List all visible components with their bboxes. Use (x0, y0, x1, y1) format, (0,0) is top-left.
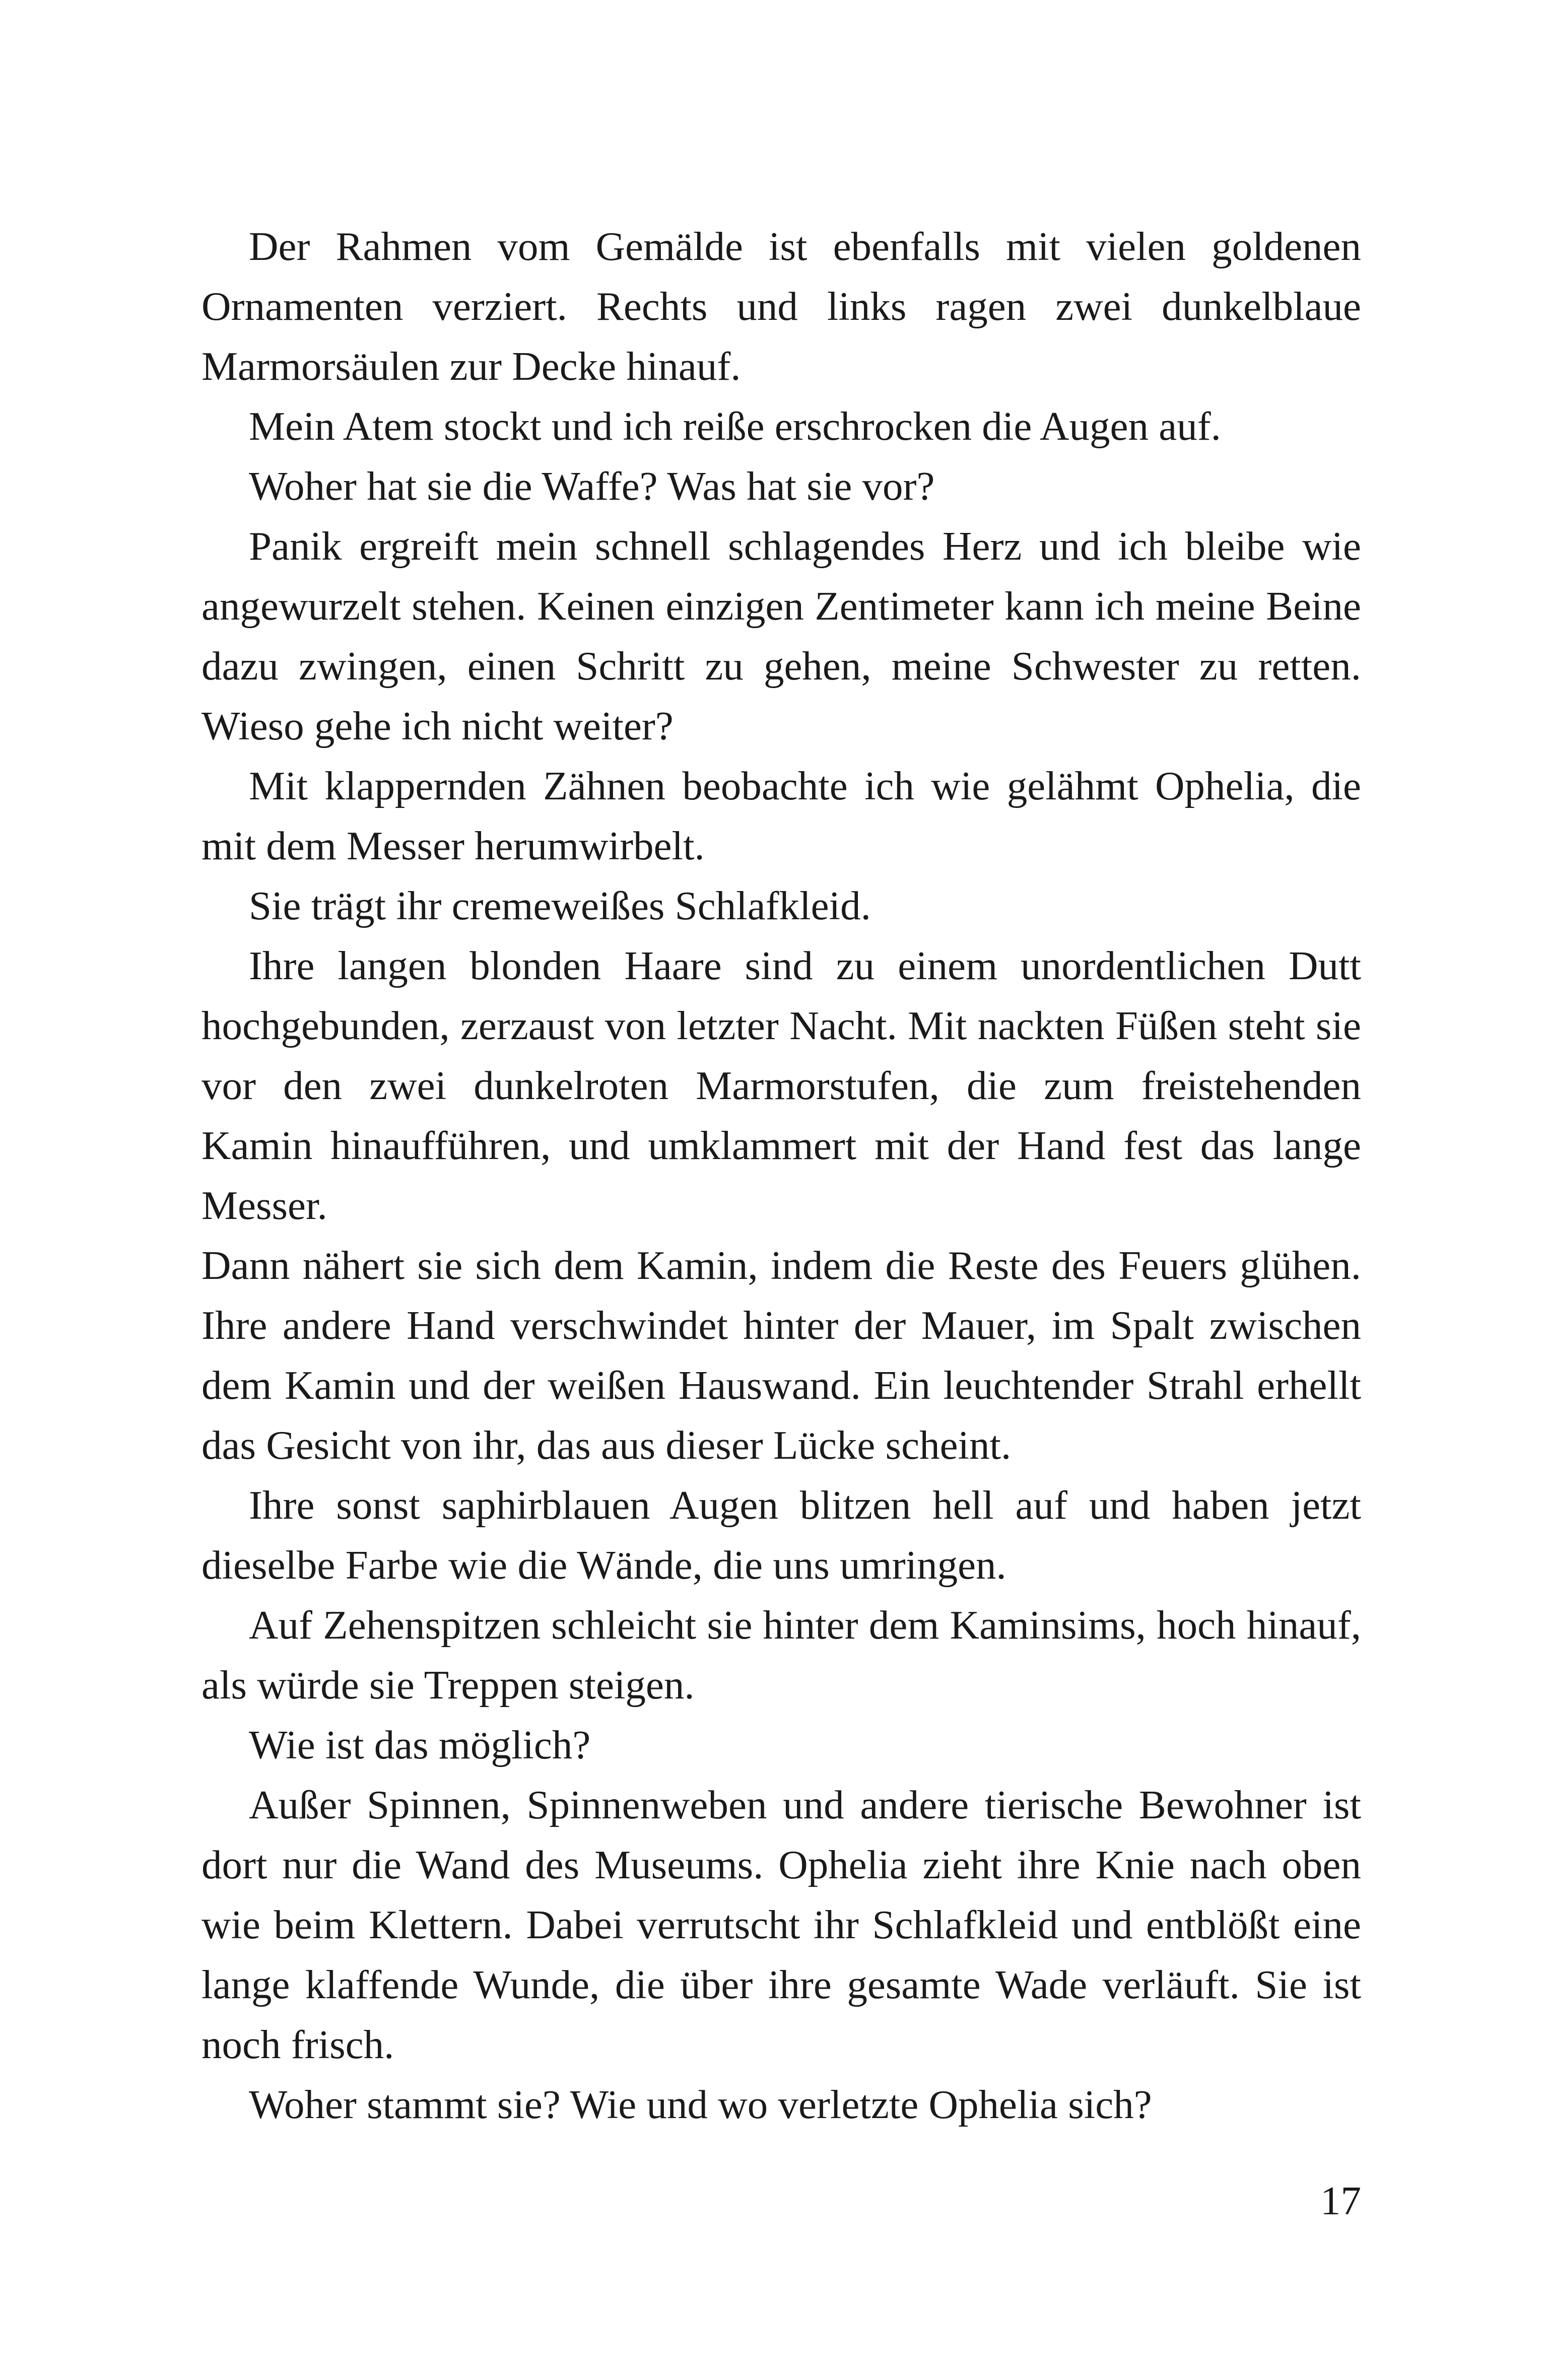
paragraph: Ihre sonst saphirblauen Augen blitzen hell auf und haben jetzt dieselbe Farbe wie die Wände, die uns umringen. (201, 1482, 1361, 1588)
paragraph: Sie trägt ihr cremeweißes Schlafkleid. (249, 883, 871, 928)
paragraph: Wie ist das möglich? (249, 1722, 591, 1767)
paragraph: Woher hat sie die Waffe? Was hat sie vor? (249, 463, 935, 509)
paragraph: Dann nähert sie sich dem Kamin, indem die Reste des Feuers glühen. Ihre andere Hand verschwindet hinter der Mauer, im Spalt zwischen dem Kamin und der weißen Hauswand. Ein leuchtender Strahl erhellt das Gesicht von ihr, das aus dieser Lücke scheint. (201, 1243, 1361, 1468)
paragraph: Auf Zehenspitzen schleicht sie hinter dem Kaminsims, hoch hinauf, als würde sie Treppen steigen. (201, 1602, 1361, 1708)
paragraph: Der Rahmen vom Gemälde ist ebenfalls mit vielen goldenen Ornamenten verziert. Rechts und links ragen zwei dunkelblaue Marmorsäulen zur Decke hinauf. (201, 224, 1361, 389)
paragraph: Ihre langen blonden Haare sind zu einem unordentlichen Dutt hochgebunden, zerzaust von letzter Nacht. Mit nackten Füßen steht sie vor den zwei dunkelroten Marmorstufen, die zum freistehenden Kamin hinaufführen, und umklammert mit der Hand fest das lange Messer. (201, 943, 1361, 1228)
page-number: 17 (1320, 2178, 1361, 2223)
paragraph: Außer Spinnen, Spinnenweben und andere tierische Bewohner ist dort nur die Wand des Museums. Ophelia zieht ihre Knie nach oben wie beim Klettern. Dabei verrutscht ihr Schlafkleid und entblößt eine lange klaffende Wunde, die über ihre gesamte Wade verläuft. Sie ist noch frisch. (201, 1782, 1361, 2067)
body-text (201, 217, 1361, 2135)
paragraph: Woher stammt sie? Wie und wo verletzte Ophelia sich? (249, 2082, 1152, 2127)
paragraph: Mit klappernden Zähnen beobachte ich wie gelähmt Ophelia, die mit dem Messer herumwirbelt. (201, 763, 1361, 868)
paragraph: Mein Atem stockt und ich reiße erschrocken die Augen auf. (249, 403, 1221, 449)
paragraph: Panik ergreift mein schnell schlagendes Herz und ich bleibe wie angewurzelt stehen. Keinen einzigen Zentimeter kann ich meine Beine dazu zwingen, einen Schritt zu gehen, meine Schwester zu retten. Wieso gehe ich nicht weiter? (201, 523, 1361, 749)
